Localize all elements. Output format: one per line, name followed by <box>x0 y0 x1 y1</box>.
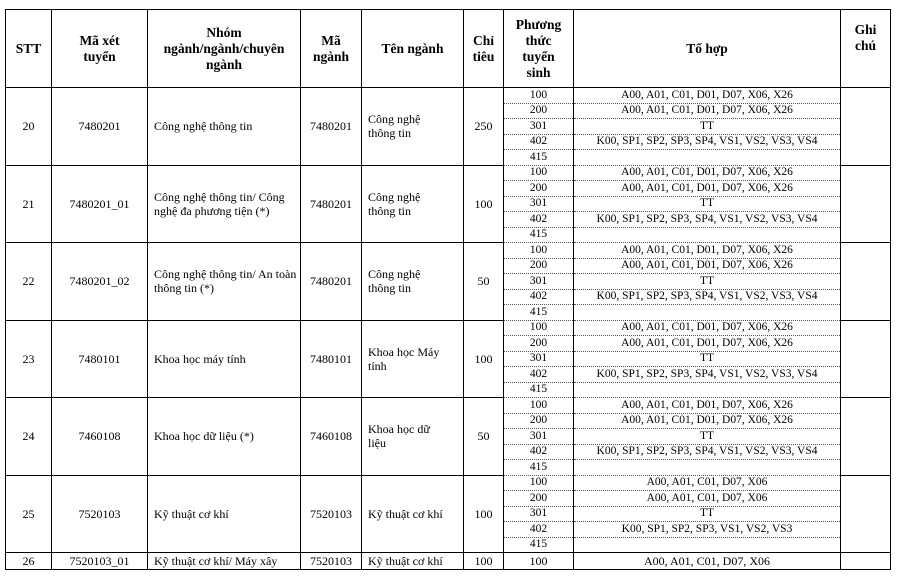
cell-ghi-chu <box>841 320 891 398</box>
cell-to-hop: A00, A01, C01, D01, D07, X06, X26 <box>574 181 841 197</box>
cell-to-hop: A00, A01, C01, D01, D07, X06, X26 <box>574 165 841 181</box>
cell-method-code: 100 <box>504 88 574 104</box>
cell-ma-nganh: 7480201 <box>301 243 362 321</box>
table-row <box>6 88 891 104</box>
cell-method-code: 402 <box>504 367 574 383</box>
cell-ghi-chu <box>841 88 891 166</box>
cell-method-code: 100 <box>504 320 574 336</box>
table-body <box>6 88 891 570</box>
cell-ma-xet-tuyen: 7520103_01 <box>52 553 148 570</box>
cell-to-hop: A00, A01, C01, D01, D07, X06, X26 <box>574 336 841 352</box>
table-row <box>6 398 891 414</box>
cell-method-code: 200 <box>504 103 574 119</box>
cell-ten-nganh: Công nghệ thông tin <box>362 165 464 243</box>
cell-method-code: 415 <box>504 150 574 166</box>
cell-method-code: 415 <box>504 305 574 321</box>
header-ghi-chu: Ghi chú <box>841 10 891 88</box>
cell-method-code: 415 <box>504 382 574 398</box>
cell-method-code: 200 <box>504 181 574 197</box>
cell-method-code: 200 <box>504 413 574 429</box>
header-ten-nganh: Tên ngành <box>362 10 464 88</box>
cell-method-code: 301 <box>504 351 574 367</box>
cell-to-hop: K00, SP1, SP2, SP3, VS1, VS2, VS3 <box>574 522 841 538</box>
cell-ma-nganh: 7520103 <box>301 553 362 570</box>
cell-method-code: 301 <box>504 119 574 135</box>
cell-method-code: 200 <box>504 258 574 274</box>
cell-stt: 21 <box>6 165 52 243</box>
cell-ma-xet-tuyen: 7480101 <box>52 320 148 398</box>
cell-to-hop: TT <box>574 351 841 367</box>
cell-to-hop <box>574 382 841 398</box>
cell-method-code: 402 <box>504 444 574 460</box>
cell-nhom-nganh: Khoa học dữ liệu (*) <box>148 398 301 476</box>
cell-to-hop: A00, A01, C01, D07, X06 <box>574 475 841 491</box>
cell-method-code: 100 <box>504 553 574 570</box>
cell-nhom-nganh: Công nghệ thông tin/ An toàn thông tin (*) <box>148 243 301 321</box>
cell-to-hop: A00, A01, C01, D07, X06 <box>574 491 841 507</box>
cell-to-hop: A00, A01, C01, D01, D07, X06, X26 <box>574 88 841 104</box>
cell-ten-nganh: Khoa học dữ liệu <box>362 398 464 476</box>
cell-chi-tieu: 250 <box>464 88 504 166</box>
cell-to-hop: K00, SP1, SP2, SP3, SP4, VS1, VS2, VS3, VS4 <box>574 289 841 305</box>
cell-to-hop <box>574 305 841 321</box>
cell-method-code: 100 <box>504 398 574 414</box>
cell-to-hop: K00, SP1, SP2, SP3, SP4, VS1, VS2, VS3, VS4 <box>574 444 841 460</box>
cell-ma-nganh: 7520103 <box>301 475 362 553</box>
cell-to-hop: K00, SP1, SP2, SP3, SP4, VS1, VS2, VS3, VS4 <box>574 212 841 228</box>
header-phuong-thuc: Phương thức tuyển sinh <box>504 10 574 88</box>
cell-to-hop: A00, A01, C01, D01, D07, X06, X26 <box>574 398 841 414</box>
table-row <box>6 165 891 181</box>
cell-chi-tieu: 100 <box>464 553 504 570</box>
cell-method-code: 200 <box>504 336 574 352</box>
cell-method-code: 415 <box>504 537 574 553</box>
cell-ma-nganh: 7460108 <box>301 398 362 476</box>
cell-ghi-chu <box>841 553 891 570</box>
cell-ma-nganh: 7480201 <box>301 165 362 243</box>
cell-chi-tieu: 100 <box>464 165 504 243</box>
cell-method-code: 301 <box>504 429 574 445</box>
table-row <box>6 475 891 491</box>
header-ma-xet-tuyen: Mã xét tuyển <box>52 10 148 88</box>
cell-method-code: 402 <box>504 289 574 305</box>
cell-to-hop: A00, A01, C01, D01, D07, X06, X26 <box>574 243 841 259</box>
cell-to-hop: A00, A01, C01, D01, D07, X06, X26 <box>574 103 841 119</box>
header-nhom-nganh: Nhóm ngành/ngành/chuyên ngành <box>148 10 301 88</box>
cell-to-hop: TT <box>574 119 841 135</box>
cell-to-hop: K00, SP1, SP2, SP3, SP4, VS1, VS2, VS3, VS4 <box>574 367 841 383</box>
cell-to-hop: TT <box>574 429 841 445</box>
cell-method-code: 100 <box>504 475 574 491</box>
header-chi-tieu: Chỉ tiêu <box>464 10 504 88</box>
cell-to-hop <box>574 537 841 553</box>
cell-ma-nganh: 7480201 <box>301 88 362 166</box>
cell-to-hop <box>574 150 841 166</box>
header-row <box>6 10 891 88</box>
cell-ten-nganh: Kỹ thuật cơ khí <box>362 475 464 553</box>
admission-table <box>5 9 891 570</box>
cell-nhom-nganh: Công nghệ thông tin <box>148 88 301 166</box>
cell-method-code: 415 <box>504 227 574 243</box>
cell-method-code: 301 <box>504 506 574 522</box>
cell-method-code: 402 <box>504 212 574 228</box>
cell-to-hop: A00, A01, C01, D01, D07, X06, X26 <box>574 320 841 336</box>
cell-to-hop: TT <box>574 506 841 522</box>
cell-method-code: 100 <box>504 243 574 259</box>
cell-stt: 23 <box>6 320 52 398</box>
cell-to-hop <box>574 227 841 243</box>
cell-to-hop: TT <box>574 196 841 212</box>
cell-to-hop: A00, A01, C01, D01, D07, X06, X26 <box>574 413 841 429</box>
cell-stt: 24 <box>6 398 52 476</box>
cell-nhom-nganh: Khoa học máy tính <box>148 320 301 398</box>
cell-chi-tieu: 100 <box>464 320 504 398</box>
header-ma-nganh: Mã ngành <box>301 10 362 88</box>
cell-stt: 22 <box>6 243 52 321</box>
cell-to-hop: A00, A01, C01, D01, D07, X06, X26 <box>574 258 841 274</box>
cell-to-hop: TT <box>574 274 841 290</box>
cell-ten-nganh: Công nghệ thông tin <box>362 88 464 166</box>
cell-method-code: 402 <box>504 134 574 150</box>
cell-stt: 26 <box>6 553 52 570</box>
cell-to-hop: K00, SP1, SP2, SP3, SP4, VS1, VS2, VS3, VS4 <box>574 134 841 150</box>
cell-nhom-nganh: Kỹ thuật cơ khí/ Máy xây <box>148 553 301 570</box>
cell-ma-xet-tuyen: 7480201_01 <box>52 165 148 243</box>
cell-ghi-chu <box>841 475 891 553</box>
cell-to-hop <box>574 460 841 476</box>
table-row <box>6 243 891 259</box>
cell-method-code: 402 <box>504 522 574 538</box>
cell-ghi-chu <box>841 243 891 321</box>
cell-to-hop: A00, A01, C01, D07, X06 <box>574 553 841 570</box>
cell-chi-tieu: 50 <box>464 398 504 476</box>
cell-ten-nganh: Khoa học Máy tính <box>362 320 464 398</box>
cell-method-code: 301 <box>504 274 574 290</box>
table-row <box>6 320 891 336</box>
cell-nhom-nganh: Kỹ thuật cơ khí <box>148 475 301 553</box>
cell-ten-nganh: Kỹ thuật cơ khí <box>362 553 464 570</box>
cell-stt: 20 <box>6 88 52 166</box>
cell-chi-tieu: 100 <box>464 475 504 553</box>
cell-ma-xet-tuyen: 7460108 <box>52 398 148 476</box>
cell-ten-nganh: Công nghệ thông tin <box>362 243 464 321</box>
cell-method-code: 415 <box>504 460 574 476</box>
cell-ma-xet-tuyen: 7520103 <box>52 475 148 553</box>
cell-ma-xet-tuyen: 7480201_02 <box>52 243 148 321</box>
cell-ghi-chu <box>841 165 891 243</box>
cell-chi-tieu: 50 <box>464 243 504 321</box>
cell-nhom-nganh: Công nghệ thông tin/ Công nghệ đa phương tiện (*) <box>148 165 301 243</box>
cell-method-code: 301 <box>504 196 574 212</box>
cell-ma-nganh: 7480101 <box>301 320 362 398</box>
cell-method-code: 200 <box>504 491 574 507</box>
table-row <box>6 553 891 570</box>
cell-method-code: 100 <box>504 165 574 181</box>
cell-ghi-chu <box>841 398 891 476</box>
cell-stt: 25 <box>6 475 52 553</box>
header-to-hop: Tổ hợp <box>574 10 841 88</box>
header-stt: STT <box>6 10 52 88</box>
cell-ma-xet-tuyen: 7480201 <box>52 88 148 166</box>
